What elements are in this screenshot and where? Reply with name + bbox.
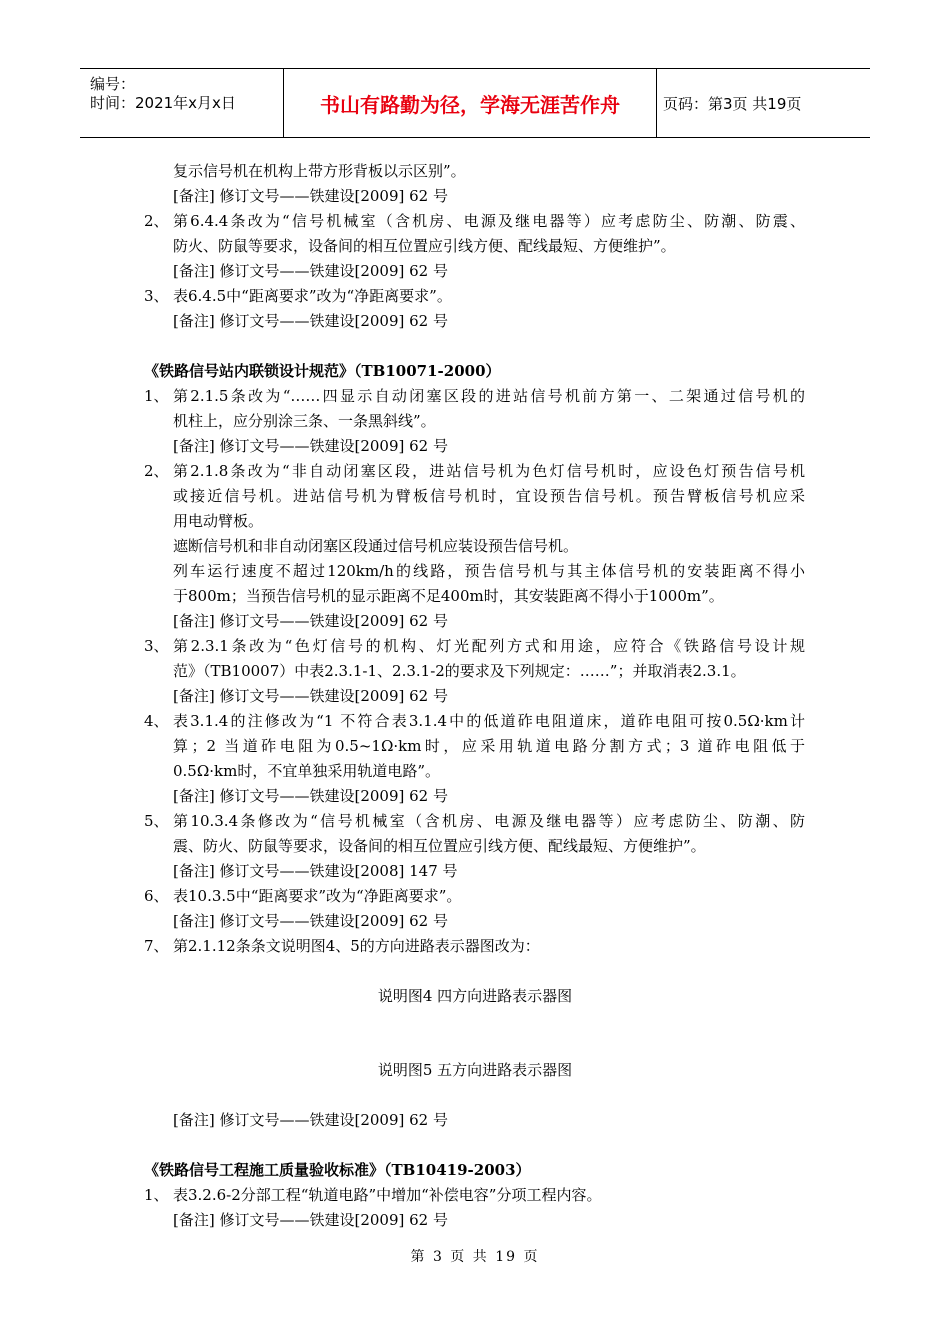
body-text-line: 机柱上，应分别涂三条、一条黑斜线”。 (173, 412, 436, 430)
revision-note: [备注] 修订文号——铁建设[2009] 62 号 (173, 187, 448, 205)
section-heading: 《铁路信号工程施工质量验收标准》（TB10419-2003） (144, 1161, 531, 1179)
list-item-number: 3、 (144, 637, 169, 655)
list-item-number: 3、 (144, 287, 169, 305)
list-item-number: 1、 (144, 1186, 169, 1204)
header-page-info: 页码：第3页 共19页 (663, 94, 802, 113)
figure-caption: 说明图5 五方向进路表示器图 (377, 1061, 573, 1079)
body-text-line: 范》（TB10007）中表2.3.1-1、2.3.1-2的要求及下列规定：……”；并取消表2.3.1。 (173, 662, 746, 680)
header-meta (80, 69, 283, 137)
list-item-number: 5、 (144, 812, 169, 830)
body-text-line: 表3.1.4的注修改为“1 不符合表3.1.4中的低道砟电阻道床，道砟电阻可按0.5Ω·km计 (173, 712, 805, 730)
list-item-number: 7、 (144, 937, 169, 955)
header-slogan: 书山有路勤为径，学海无涯苦作舟 (283, 69, 657, 137)
revision-note: [备注] 修订文号——铁建设[2009] 62 号 (173, 612, 448, 630)
body-text-line: 第2.1.12条条文说明图4、5的方向进路表示器图改为： (173, 937, 540, 955)
body-text-line: 用电动臂板。 (173, 512, 264, 530)
body-text-line: 防火、防鼠等要求，设备间的相互位置应引线方便、配线最短、方便维护”。 (173, 237, 676, 255)
body-text-line: 第10.3.4条修改为“信号机械室（含机房、电源及继电器等）应考虑防尘、防潮、防 (173, 812, 805, 830)
body-text-line: 第2.1.8条改为“非自动闭塞区段，进站信号机为色灯信号机时，应设色灯预告信号机 (173, 462, 805, 480)
body-text-line: 第2.1.5条改为“……四显示自动闭塞区段的进站信号机前方第一、二架通过信号机的 (173, 387, 805, 405)
body-text-line: 第2.3.1条改为“色灯信号的机构、灯光配列方式和用途，应符合《铁路信号设计规 (173, 637, 805, 655)
revision-note: [备注] 修订文号——铁建设[2009] 62 号 (173, 912, 448, 930)
body-text-line: 算；2 当道砟电阻为0.5~1Ω·km时，应采用轨道电路分割方式；3 道砟电阻低于 (173, 737, 805, 755)
list-item-number: 6、 (144, 887, 169, 905)
body-text-line: 表6.4.5中“距离要求”改为“净距离要求”。 (173, 287, 452, 305)
body-text-line: 遮断信号机和非自动闭塞区段通过信号机应装设预告信号机。 (173, 537, 579, 555)
body-text-line: 震、防火、防鼠等要求，设备间的相互位置应引线方便、配线最短、方便维护”。 (173, 837, 706, 855)
body-text-line: 列车运行速度不超过120km/h的线路，预告信号机与其主体信号机的安装距离不得小 (173, 562, 805, 580)
body-text-line: 于800m；当预告信号机的显示距离不足400m时，其安装距离不得小于1000m”。 (173, 587, 724, 605)
revision-note: [备注] 修订文号——铁建设[2009] 62 号 (173, 687, 448, 705)
body-text-line: 或接近信号机。进站信号机为臂板信号机时，宜设预告信号机。预告臂板信号机应采 (173, 487, 805, 505)
list-item-number: 4、 (144, 712, 169, 730)
revision-note: [备注] 修订文号——铁建设[2009] 62 号 (173, 262, 448, 280)
page-footer: 第 3 页 共 19 页 (410, 1249, 540, 1265)
revision-note: [备注] 修订文号——铁建设[2009] 62 号 (173, 312, 448, 330)
page-header (80, 68, 870, 138)
body-text-line: 表10.3.5中“距离要求”改为“净距离要求”。 (173, 887, 462, 905)
list-item-number: 2、 (144, 212, 169, 230)
section-heading: 《铁路信号站内联锁设计规范》（TB10071-2000） (144, 362, 501, 380)
document-number-label: 编号： (90, 75, 136, 93)
revision-note: [备注] 修订文号——铁建设[2009] 62 号 (173, 1111, 448, 1129)
list-item-number: 2、 (144, 462, 169, 480)
body-text-line: 第6.4.4条改为“信号机械室（含机房、电源及继电器等）应考虑防尘、防潮、防震、 (173, 212, 805, 230)
body-text-line: 0.5Ω·km时，不宜单独采用轨道电路”。 (173, 762, 441, 780)
body-text-line: 复示信号机在机构上带方形背板以示区别”。 (173, 162, 466, 180)
revision-note: [备注] 修订文号——铁建设[2009] 62 号 (173, 1211, 448, 1229)
revision-note: [备注] 修订文号——铁建设[2009] 62 号 (173, 437, 448, 455)
revision-note: [备注] 修订文号——铁建设[2009] 62 号 (173, 787, 448, 805)
figure-caption: 说明图4 四方向进路表示器图 (377, 987, 573, 1005)
revision-note: [备注] 修订文号——铁建设[2008] 147 号 (173, 862, 458, 880)
document-time-label: 时间：2021年x月x日 (90, 94, 236, 112)
list-item-number: 1、 (144, 387, 169, 405)
body-text-line: 表3.2.6-2分部工程“轨道电路”中增加“补偿电容”分项工程内容。 (173, 1186, 602, 1204)
